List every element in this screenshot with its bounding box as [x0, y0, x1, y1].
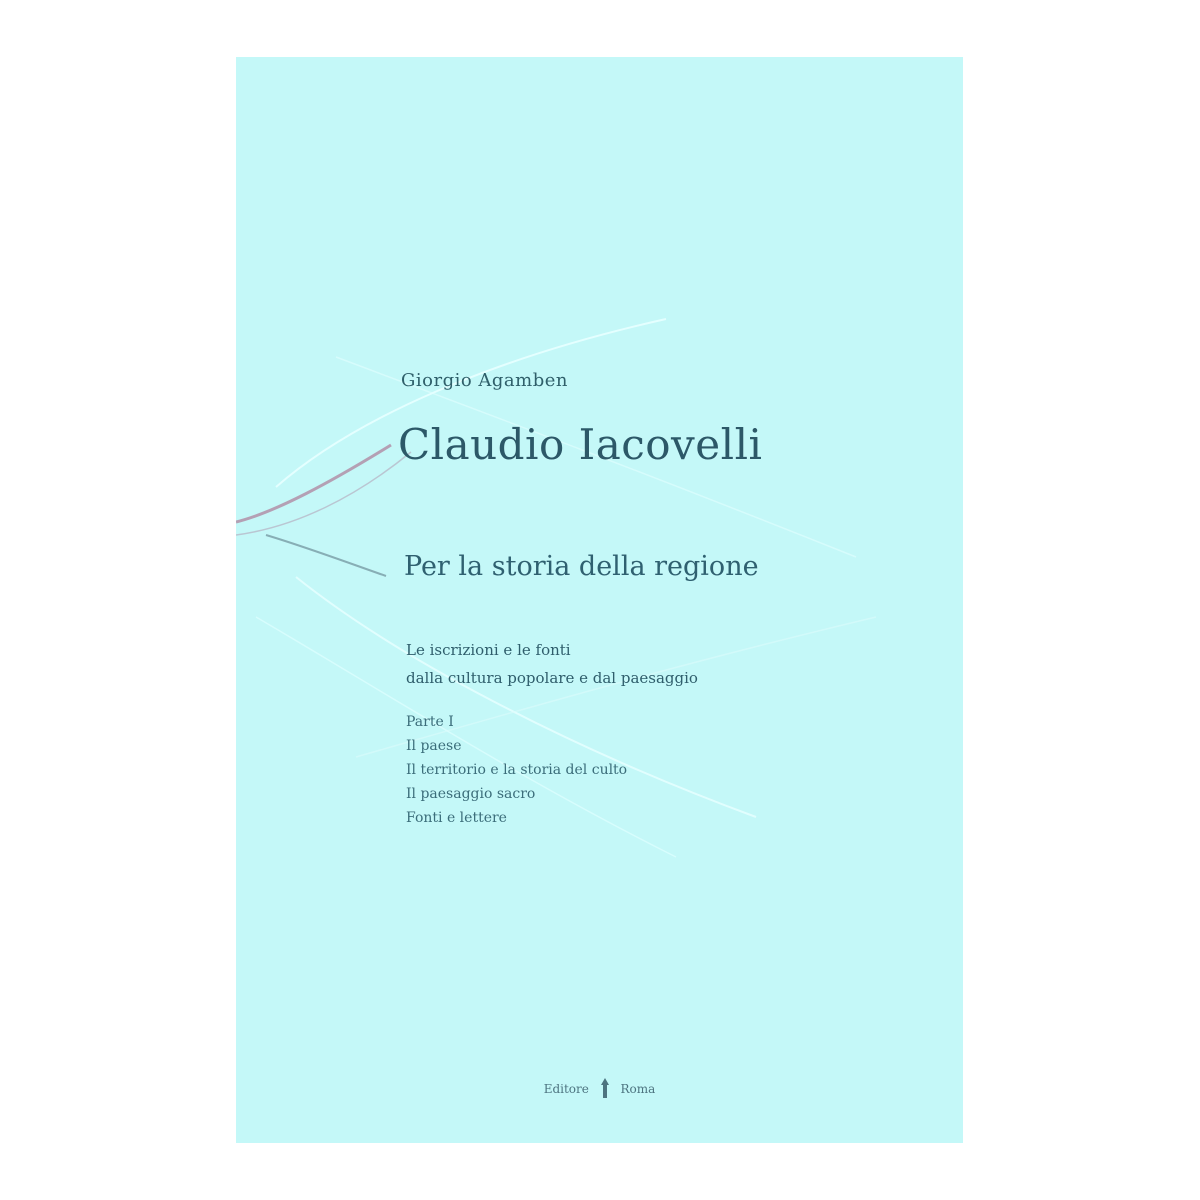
contents-item: Il paesaggio sacro [406, 786, 536, 802]
book-subtitle: Per la storia della regione [404, 551, 759, 582]
contents-item: Il territorio e la storia del culto [406, 762, 628, 778]
publisher-city: Roma [620, 1082, 656, 1096]
contents-item: Fonti e lettere [406, 810, 507, 826]
description-line: dalla cultura popolare e dal paesaggio [406, 669, 698, 687]
publisher-logo-icon [599, 1077, 611, 1102]
contents-item: Il paese [406, 738, 462, 754]
publisher-name: Editore [543, 1082, 589, 1096]
description-line: Le iscrizioni e le fonti [406, 641, 571, 659]
decorative-curve-arrow [266, 535, 386, 576]
book-description [406, 636, 698, 692]
contents-item: Parte I [406, 714, 454, 730]
contents-list [406, 710, 627, 830]
book-title: Claudio Iacovelli [398, 420, 763, 469]
publisher-line [236, 1077, 963, 1102]
book-cover [236, 57, 963, 1143]
decorative-curve-accent-2 [236, 452, 411, 535]
decorative-lines [236, 57, 963, 1143]
author-name: Giorgio Agamben [401, 370, 569, 391]
